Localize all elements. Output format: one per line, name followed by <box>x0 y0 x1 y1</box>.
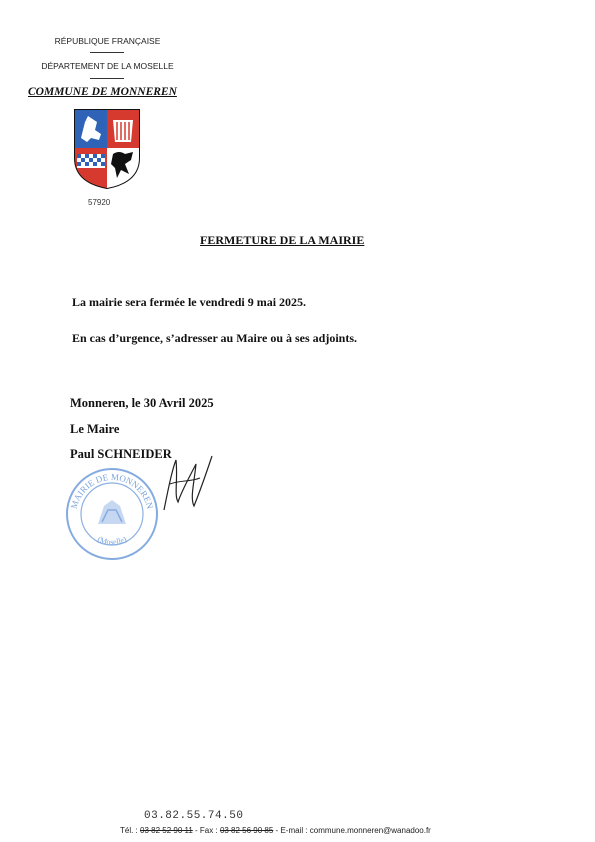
footer-contact <box>120 826 431 835</box>
header-divider <box>90 78 124 79</box>
postal-code: 57920 <box>88 198 111 207</box>
header-republic: RÉPUBLIQUE FRANÇAISE <box>54 36 161 46</box>
handwritten-phone: 03.82.55.74.50 <box>144 810 244 822</box>
header-commune: COMMUNE DE MONNEREN <box>28 86 177 98</box>
footer-email: - E-mail : commune.monneren@wanadoo.fr <box>273 826 431 835</box>
mayor-signature <box>150 440 220 520</box>
signatory-name: Paul SCHNEIDER <box>70 447 172 461</box>
mairie-stamp <box>64 466 160 562</box>
place-date: Monneren, le 30 Avril 2025 <box>70 396 214 410</box>
notice-line-2: En cas d’urgence, s’adresser au Maire ou à ses adjoints. <box>72 331 357 345</box>
svg-text:MAIRIE DE MONNEREN: MAIRIE DE MONNEREN <box>68 471 156 510</box>
signatory-role: Le Maire <box>70 422 120 436</box>
footer-fax-label: - Fax : <box>192 826 220 835</box>
footer-tel-old: 03 82 52 90 11 <box>140 826 193 835</box>
coat-of-arms-icon <box>73 108 141 190</box>
footer-tel-label: Tél. : <box>120 826 141 835</box>
footer-fax-old: 03 82 56 90 85 <box>219 826 274 835</box>
header-department: DÉPARTEMENT DE LA MOSELLE <box>41 61 174 71</box>
notice-line-1: La mairie sera fermée le vendredi 9 mai 2025. <box>72 295 307 309</box>
svg-text:(Moselle): (Moselle) <box>96 534 128 547</box>
notice-title: FERMETURE DE LA MAIRIE <box>200 233 365 247</box>
header-divider <box>90 52 124 53</box>
